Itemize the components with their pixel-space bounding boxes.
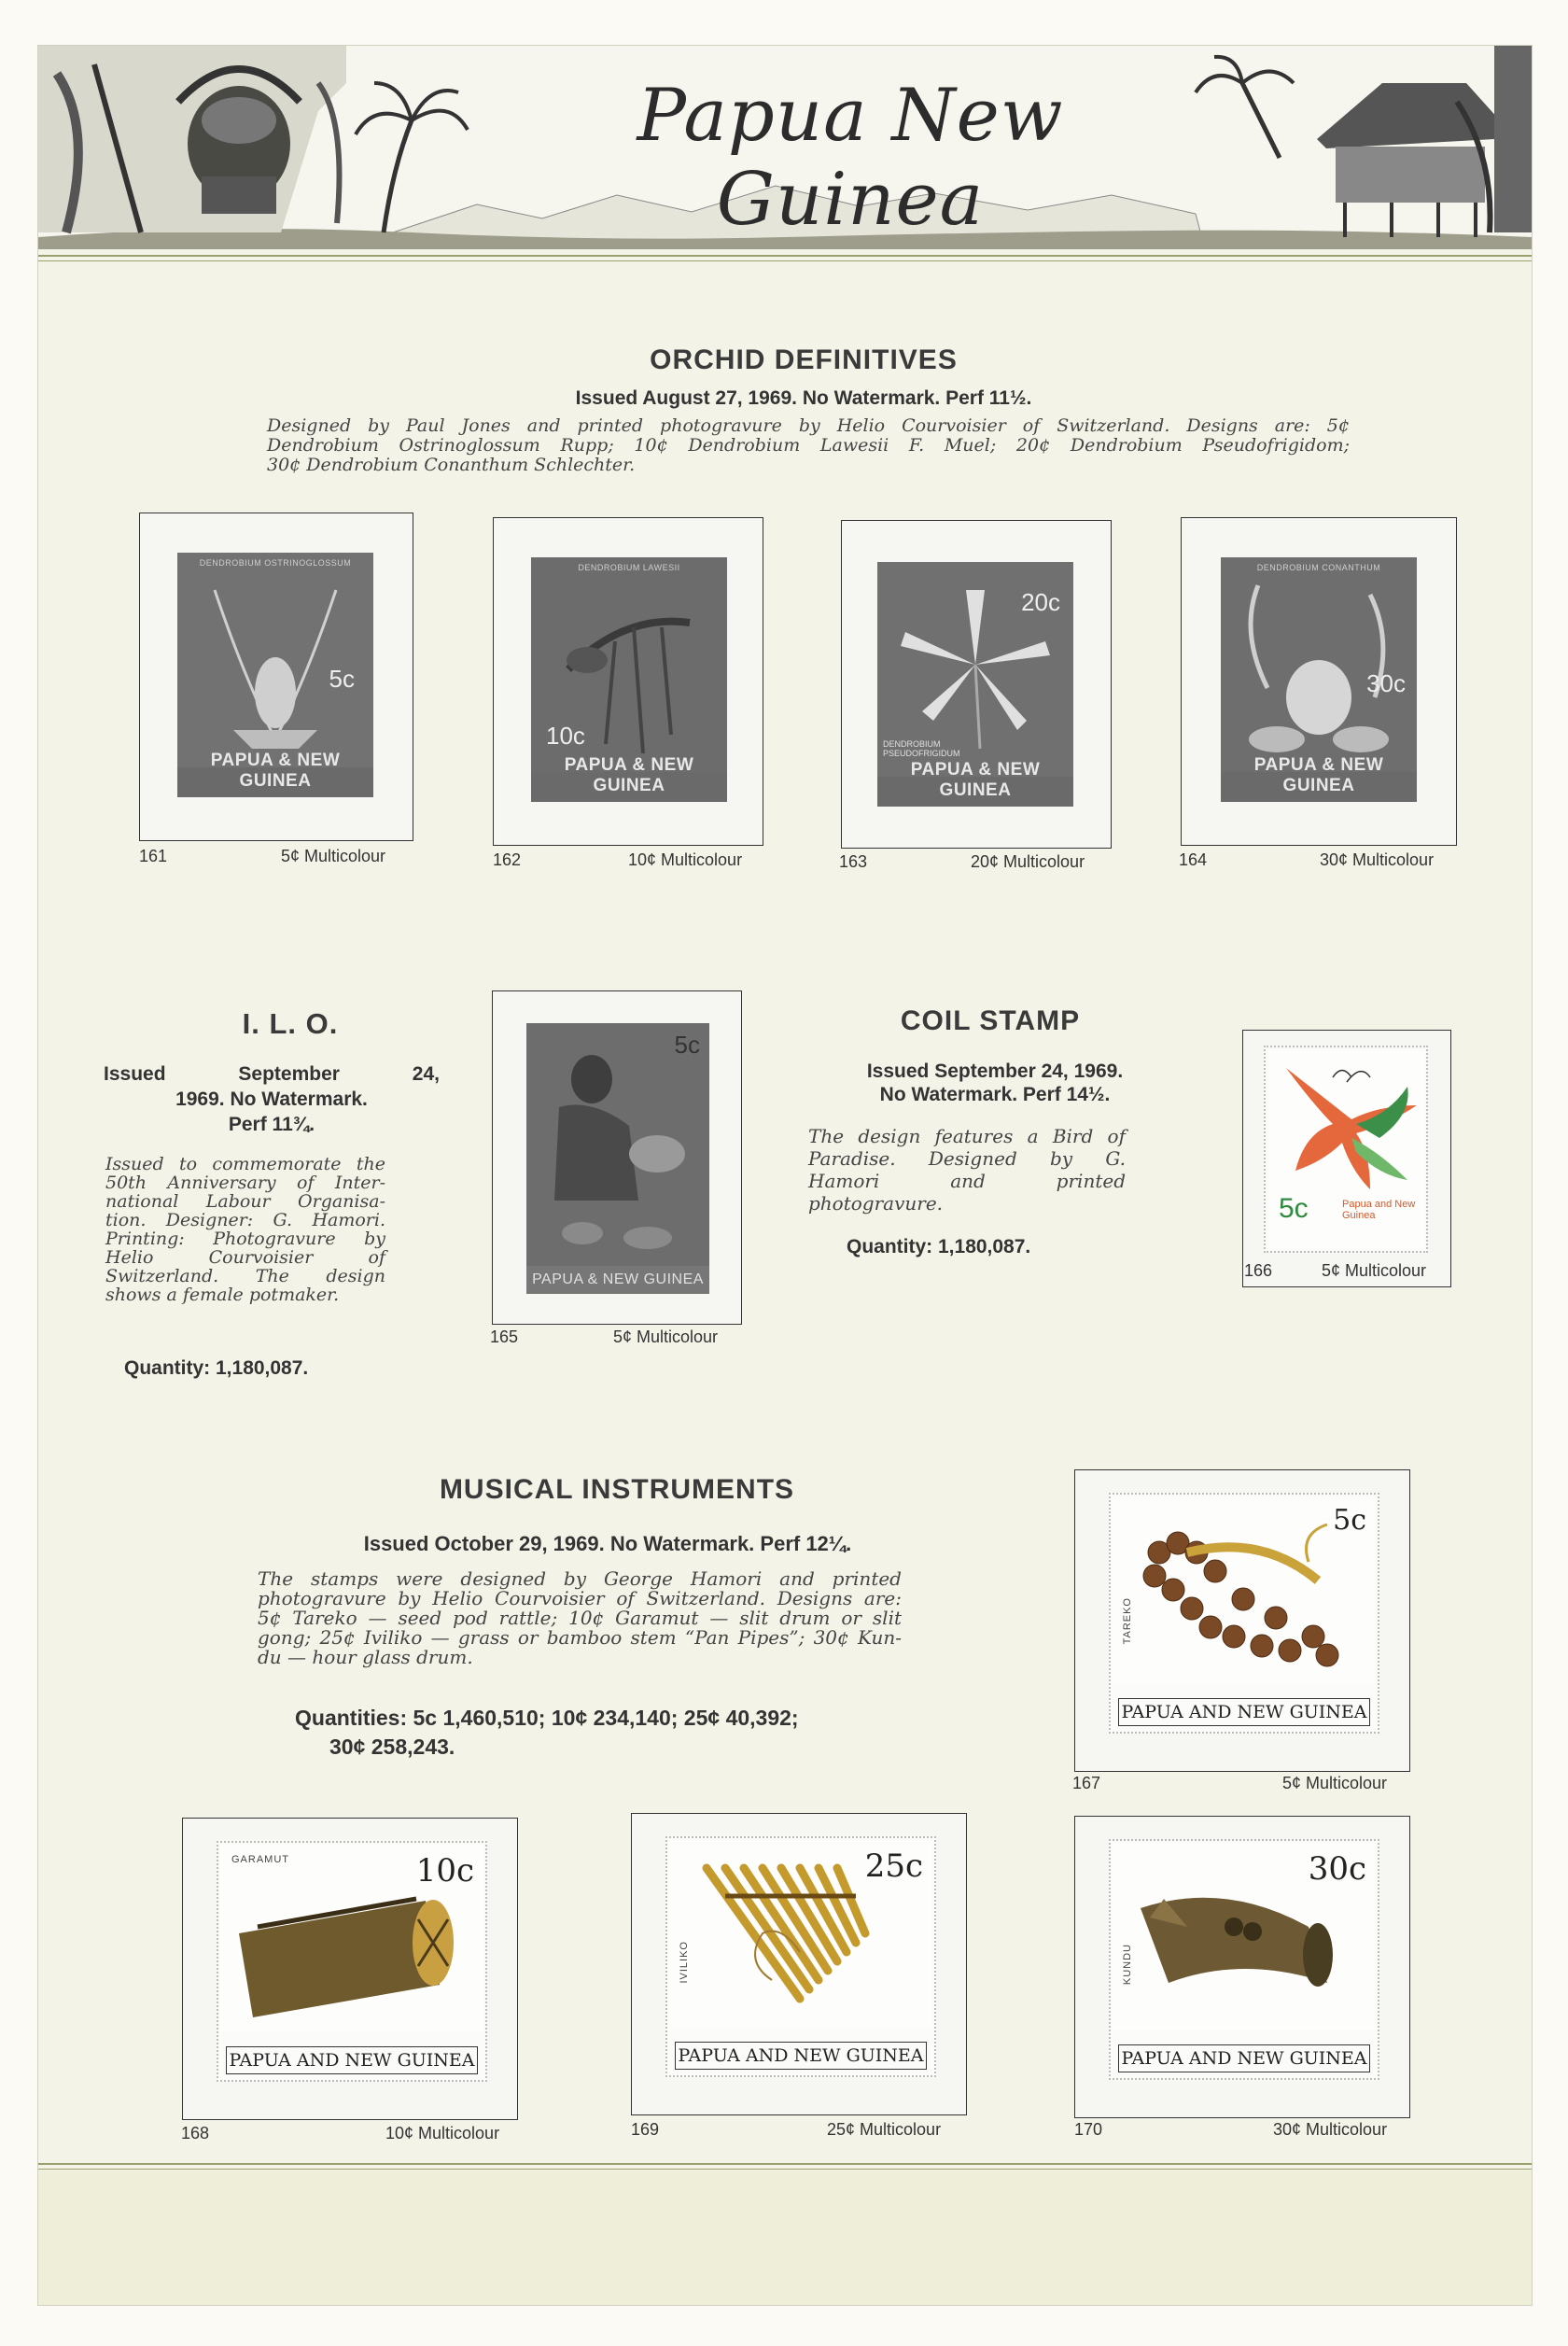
- header-banner: [38, 46, 1532, 249]
- stamp-denomination: 10c: [546, 722, 585, 750]
- stamp-162: [531, 557, 727, 802]
- ilo-description-line: Printing: Photogravure by: [105, 1229, 385, 1249]
- stamp-species: DENDROBIUM OSTRINOGLOSSUM: [199, 558, 352, 568]
- ilo-issued: [104, 1061, 440, 1137]
- stamp-mount-163: [841, 520, 1112, 849]
- stamp-country: PAPUA & NEW GUINEA: [210, 751, 341, 791]
- ilo-description-line: Issued to commemorate the: [105, 1154, 385, 1174]
- warrior-illustration: [38, 46, 346, 232]
- footer-band: [38, 2170, 1532, 2305]
- stamp-number: 168: [181, 2124, 210, 2142]
- stamp-denomination: 5c: [1279, 1193, 1309, 1224]
- stamp-species: DENDROBIUM LAWESII: [578, 563, 680, 572]
- music-heading: MUSICAL INSTRUMENTS: [439, 1474, 795, 1505]
- album-page: [37, 45, 1533, 2306]
- music-issued: Issued October 29, 1969. No Watermark. Perf 12¼.: [363, 1532, 852, 1555]
- music-quantities: [295, 1704, 799, 1762]
- stamp-168: [217, 1841, 487, 2082]
- stamp-denomination: 5c: [329, 665, 355, 693]
- stamp-caption: 10¢ Multicolour: [385, 2124, 500, 2142]
- music-description-line: gong; 25¢ Iviliko — grass or bamboo stem “Pan Pipes”; 30¢ Kun-: [258, 1626, 902, 1649]
- stamp-country: PAPUA & NEW GUINEA: [1253, 755, 1384, 795]
- hut-illustration: [1196, 46, 1532, 237]
- stamp-denomination: 30c: [1366, 669, 1406, 697]
- stamp-170: [1109, 1839, 1379, 2080]
- stamp-mount-169: [631, 1813, 967, 2115]
- stamp-country: PAPUA & NEW GUINEA: [564, 755, 694, 795]
- stamp-mount-167: [1074, 1469, 1410, 1772]
- music-description: [258, 1569, 902, 1667]
- palm-tree-left: [356, 83, 468, 232]
- stamp-number: 167: [1072, 1774, 1101, 1792]
- stamp-country: PAPUA & NEW GUINEA: [532, 1271, 704, 1287]
- stamp-number: 163: [839, 852, 868, 871]
- stamp-species: DENDROBIUM PSEUDOFRIGIDUM: [883, 739, 960, 758]
- ilo-issued-line: Issued September 24,: [104, 1063, 440, 1085]
- coil-description-line: photogravure.: [808, 1192, 944, 1215]
- coil-issued: [804, 1060, 1186, 1106]
- stamp-166: [1264, 1046, 1428, 1253]
- stamp-number: 164: [1179, 850, 1208, 869]
- orchid-illustration: [1221, 557, 1417, 772]
- ilo-description-line: 50th Anniversary of Inter-: [105, 1173, 385, 1193]
- stamp-country: PAPUA AND NEW GUINEA: [1118, 2044, 1370, 2072]
- stamp-165: [526, 1023, 709, 1294]
- stamp-mount-168: [182, 1818, 518, 2120]
- stamp-number: 162: [493, 850, 522, 869]
- coil-description-line: Paradise. Designed by G.: [808, 1147, 1126, 1170]
- stamp-instrument-name: TAREKO: [1122, 1597, 1133, 1645]
- stamp-denomination: 5c: [1333, 1504, 1366, 1537]
- stamp-161: [177, 553, 373, 797]
- music-description-line: du — hour glass drum.: [258, 1646, 473, 1668]
- stamp-denomination: 10c: [415, 1852, 474, 1889]
- stamp-mount-164: [1181, 517, 1457, 846]
- stamp-caption: 30¢ Multicolour: [1273, 2120, 1388, 2139]
- stamp-mount-162: [493, 517, 763, 846]
- ilo-description-line: tion. Designer: G. Hamori.: [105, 1210, 385, 1230]
- ilo-description-line: Helio Courvoisier of: [105, 1247, 385, 1268]
- music-quantities-line: Quantities: 5c 1,460,510; 10¢ 234,140; 25¢ 40,392;: [295, 1706, 799, 1730]
- stamp-caption: 5¢ Multicolour: [281, 847, 386, 865]
- orchid-issued: Issued August 27, 1969. No Watermark. Perf 11½.: [575, 387, 1032, 409]
- stamp-denomination: 25c: [864, 1847, 923, 1885]
- orchid-description: [267, 416, 1350, 475]
- stamp-denomination: 5c: [674, 1031, 700, 1059]
- orchid-illustration: [177, 553, 373, 767]
- ilo-description-line: national Labour Organisa-: [105, 1191, 385, 1212]
- stamp-country: PAPUA AND NEW GUINEA: [1118, 1698, 1370, 1726]
- stamp-caption: 25¢ Multicolour: [827, 2120, 942, 2139]
- stamp-caption: 5¢ Multicolour: [1282, 1774, 1388, 1792]
- stamp-denomination: 30c: [1308, 1850, 1366, 1888]
- ilo-description-line: shows a female potmaker.: [105, 1285, 340, 1305]
- stamp-instrument-name: GARAMUT: [231, 1854, 289, 1865]
- stamp-instrument-name: IVILIKO: [679, 1941, 690, 1984]
- stamp-caption: 10¢ Multicolour: [628, 850, 743, 869]
- music-description-line: The stamps were designed by George Hamori and printed: [258, 1567, 902, 1590]
- music-quantities-line: 30¢ 258,243.: [329, 1735, 455, 1759]
- stamp-caption: 30¢ Multicolour: [1320, 850, 1435, 869]
- coil-quantity: Quantity: 1,180,087.: [847, 1236, 1031, 1257]
- potmaker-illustration: [526, 1023, 709, 1266]
- stamp-mount-161: [139, 513, 413, 841]
- stamp-164: [1221, 557, 1417, 802]
- stamp-mount-165: [492, 990, 742, 1325]
- stamp-country: PAPUA AND NEW GUINEA: [675, 2042, 927, 2070]
- footer-divider: [38, 2163, 1532, 2170]
- stamp-caption: 5¢ Multicolour: [613, 1328, 719, 1346]
- ilo-quantity: Quantity: 1,180,087.: [124, 1357, 309, 1379]
- banner-divider: [38, 255, 1532, 261]
- coil-description-line: Hamori and printed: [808, 1170, 1126, 1192]
- stamp-country: Papua and New Guinea: [1342, 1199, 1416, 1221]
- stamp-169: [665, 1836, 936, 2077]
- stamp-country: PAPUA & NEW GUINEA: [910, 760, 1041, 800]
- stamp-167: [1109, 1493, 1379, 1734]
- orchid-description-line: Designed by Paul Jones and printed photogravure by Helio Courvoisier of Switzerland. Designs are: 5¢: [267, 415, 1350, 436]
- orchid-heading: ORCHID DEFINITIVES: [650, 344, 958, 375]
- stamp-mount-170: [1074, 1816, 1410, 2118]
- ilo-issued-line: 1969. No Watermark.: [175, 1089, 368, 1110]
- music-description-line: 5¢ Tareko — seed pod rattle; 10¢ Garamut — slit drum or slit: [258, 1607, 902, 1629]
- orchid-description-line: 30¢ Dendrobium Conanthum Schlechter.: [267, 455, 636, 475]
- stamp-denomination: 20c: [1021, 588, 1060, 616]
- stamp-163: [877, 562, 1073, 807]
- coil-issued-line: No Watermark. Perf 14½.: [879, 1084, 1111, 1105]
- coil-issued-line: Issued September 24, 1969.: [866, 1061, 1124, 1082]
- banner-title: Papua New Guinea: [637, 74, 1064, 242]
- coil-description-line: The design features a Bird of: [808, 1125, 1126, 1147]
- stamp-number: 166: [1244, 1261, 1273, 1280]
- stamp-species: DENDROBIUM CONANTHUM: [1256, 563, 1381, 572]
- coil-description: [808, 1125, 1126, 1215]
- stamp-mount-166: [1242, 1030, 1451, 1287]
- stamp-caption: 5¢ Multicolour: [1322, 1261, 1427, 1280]
- ilo-description: [105, 1155, 385, 1304]
- stamp-number: 161: [139, 847, 168, 865]
- coil-heading: COIL STAMP: [900, 1005, 1081, 1036]
- ilo-description-line: Switzerland. The design: [105, 1266, 385, 1286]
- orchid-description-line: Dendrobium Ostrinoglossum Rupp; 10¢ Dendrobium Lawesii F. Muel; 20¢ Dendrobium Pseudofrigidom;: [267, 435, 1350, 456]
- music-description-line: photogravure by Helio Courvoisier of Switzerland. Designs are:: [258, 1587, 902, 1609]
- stamp-number: 169: [631, 2120, 660, 2139]
- stamp-number: 165: [490, 1328, 519, 1346]
- stamp-instrument-name: KUNDU: [1122, 1944, 1133, 1986]
- stamp-number: 170: [1074, 2120, 1103, 2139]
- stamp-country: PAPUA AND NEW GUINEA: [226, 2046, 478, 2074]
- ilo-issued-line: Perf 11¾.: [228, 1114, 315, 1135]
- ilo-heading: I. L. O.: [242, 1007, 339, 1040]
- stamp-caption: 20¢ Multicolour: [971, 852, 1085, 871]
